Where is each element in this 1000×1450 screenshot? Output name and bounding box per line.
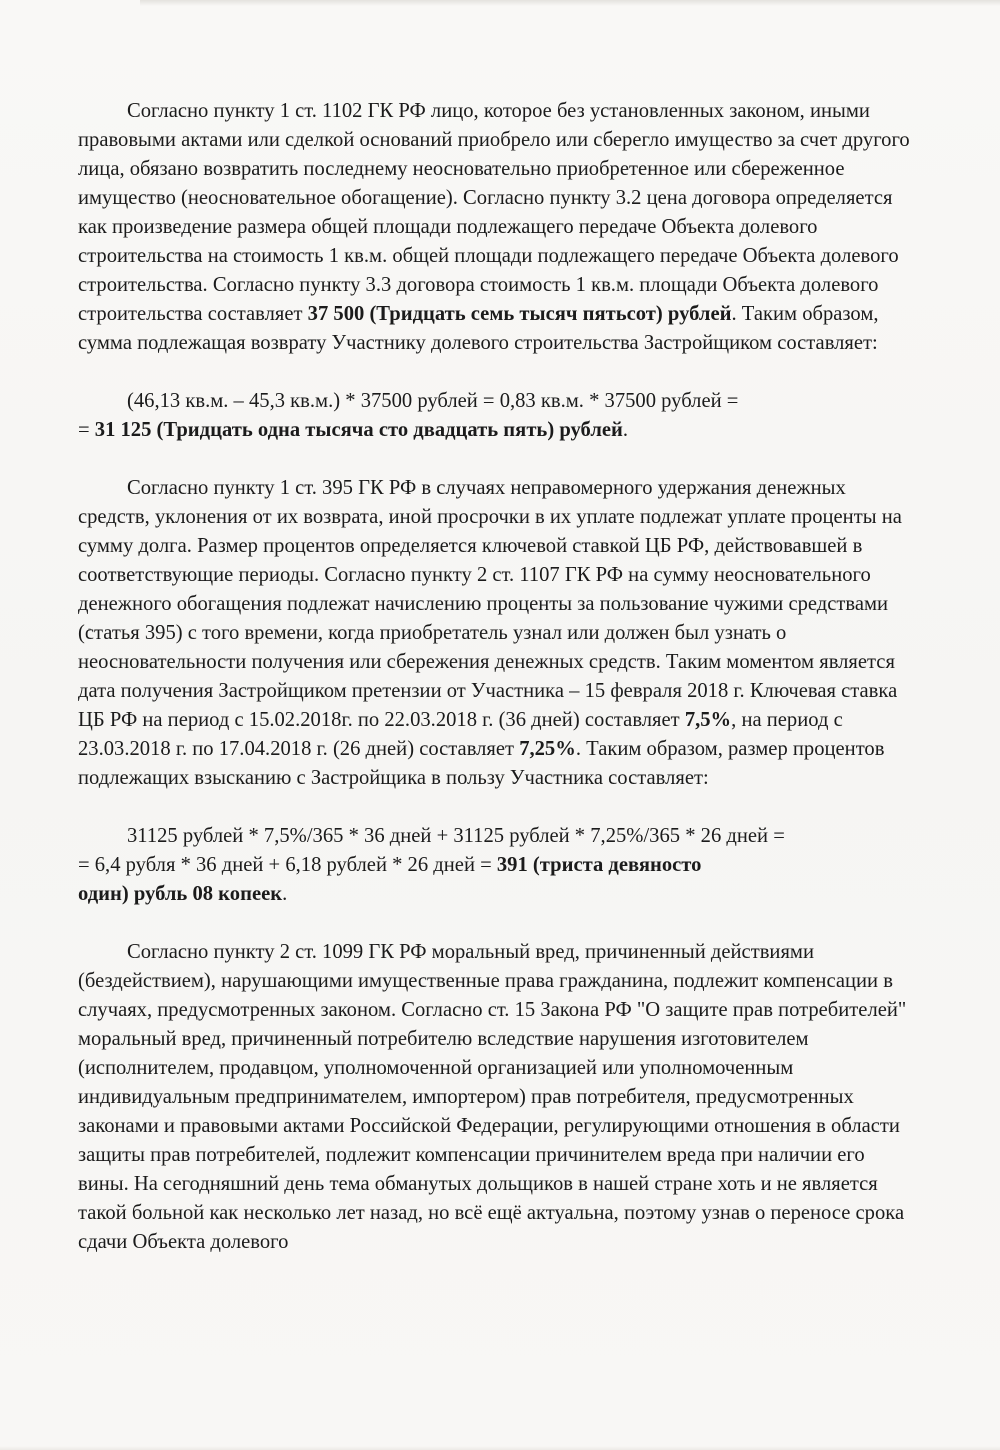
paragraph-unjust-enrichment bbox=[78, 97, 918, 358]
scan-top-shadow bbox=[140, 0, 1000, 6]
formula-line: (46,13 кв.м. – 45,3 кв.м.) * 37500 рублей = 0,83 кв.м. * 37500 рублей = bbox=[127, 390, 739, 412]
paragraph-moral-damage: Согласно пункту 2 ст. 1099 ГК РФ моральный вред, причиненный действиями (бездействием), нарушающими имущественные права гражданина, подлежит компенсации в случаях, предусмотренных законом. Согласно ст. 15 Закона РФ "О защите прав потребителей" моральный вред, причиненный потребителю вследствие нарушения изготовителем (исполнителем, продавцом, уполномоченной организацией или уполномоченным индивидуальным предпринимателем, импортером) прав потребителя, предусмотренных законами и правовыми актами Российской Федерации, регулирующими отношения в области защиты прав потребителей, подлежит компенсации причинителем вреда при наличии его вины. На сегодняшний день тема обманутых дольщиков в нашей стране хоть и не является такой больной как несколько лет назад, но всё ещё актуальна, поэтому узнав о переносе срока сдачи Объекта долевого bbox=[78, 941, 907, 1253]
paragraph-text: , на период с 23.03.2018 г. по 17.04.2018 г. (26 дней) составляет bbox=[78, 709, 843, 760]
formula-line: 31125 рублей * 7,5%/365 * 36 дней + 31125 рублей * 7,25%/365 * 26 дней = bbox=[127, 825, 785, 847]
paragraph-interest bbox=[78, 474, 918, 793]
paragraph-text: . Таким образом, сумма подлежащая возврату Участнику долевого строительства Застройщиком составляет: bbox=[78, 303, 879, 354]
scan-bottom-shadow bbox=[0, 1446, 1000, 1450]
rate-first-period: 7,5% bbox=[684, 709, 732, 731]
formula-suffix: . bbox=[282, 883, 288, 905]
formula-suffix: . bbox=[622, 419, 629, 441]
refund-amount: 31 125 (Тридцать одна тысяча сто двадцать пять) рублей bbox=[94, 419, 623, 441]
paragraph-text: Согласно пункту 1 ст. 1102 ГК РФ лицо, которое без установленных законом, иными правовыми актами или сделкой оснований приобрело или сберегло имущество за счет другого лица, обязано возвратить последнему неосновательно приобретенное или сбереженное имущество (неосновательное обогащение). Согласно пункту 3.2 цена договора определяется как произведение размера общей площади подлежащего передаче Объекта долевого строительства на стоимость 1 кв.м. общей площади подлежащего передаче Объекта долевого строительства. Согласно пункту 3.3 договора стоимость 1 кв.м. площади Объекта долевого строительства составляет bbox=[78, 100, 910, 325]
paragraph-text: Согласно пункту 1 ст. 395 ГК РФ в случаях неправомерного удержания денежных средств, уклонения от их возврата, иной просрочки в их уплате подлежат уплате проценты на сумму долга. Размер процентов определяется ключевой ставкой ЦБ РФ, действовавшей в соответствующие периоды. Согласно пункту 2 ст. 1107 ГК РФ на сумму неосновательного денежного обогащения подлежат начислению проценты за пользование чужими средствами (статья 395) с того времени, когда приобретатель узнал или должен был узнать о неосновательности получения или сбережения денежных средств. Таким моментом является дата получения Застройщиком претензии от Участника – 15 февраля 2018 г. Ключевая ставка ЦБ РФ на период с 15.02.2018г. по 22.03.2018 г. (36 дней) составляет bbox=[78, 477, 902, 731]
document-body bbox=[78, 97, 918, 1257]
interest-amount-part2: один) рубль 08 копеек bbox=[78, 883, 283, 905]
formula-refund bbox=[78, 387, 918, 445]
formula-prefix: = bbox=[78, 419, 95, 441]
formula-line bbox=[78, 880, 918, 909]
rate-second-period: 7,25% bbox=[519, 738, 576, 760]
formula-line bbox=[78, 851, 918, 880]
interest-amount-part1: 391 (триста девяносто bbox=[496, 854, 702, 876]
formula-prefix: = 6,4 рубля * 36 дней + 6,18 рублей * 26 дней = bbox=[78, 854, 497, 876]
paragraph-text: . Таким образом, размер процентов подлежащих взысканию с Застройщика в пользу Участника составляет: bbox=[78, 738, 885, 789]
formula-result-line bbox=[78, 416, 918, 445]
price-per-sqm: 37 500 (Тридцать семь тысяч пятьсот) рублей bbox=[307, 303, 732, 325]
formula-interest bbox=[78, 822, 918, 909]
